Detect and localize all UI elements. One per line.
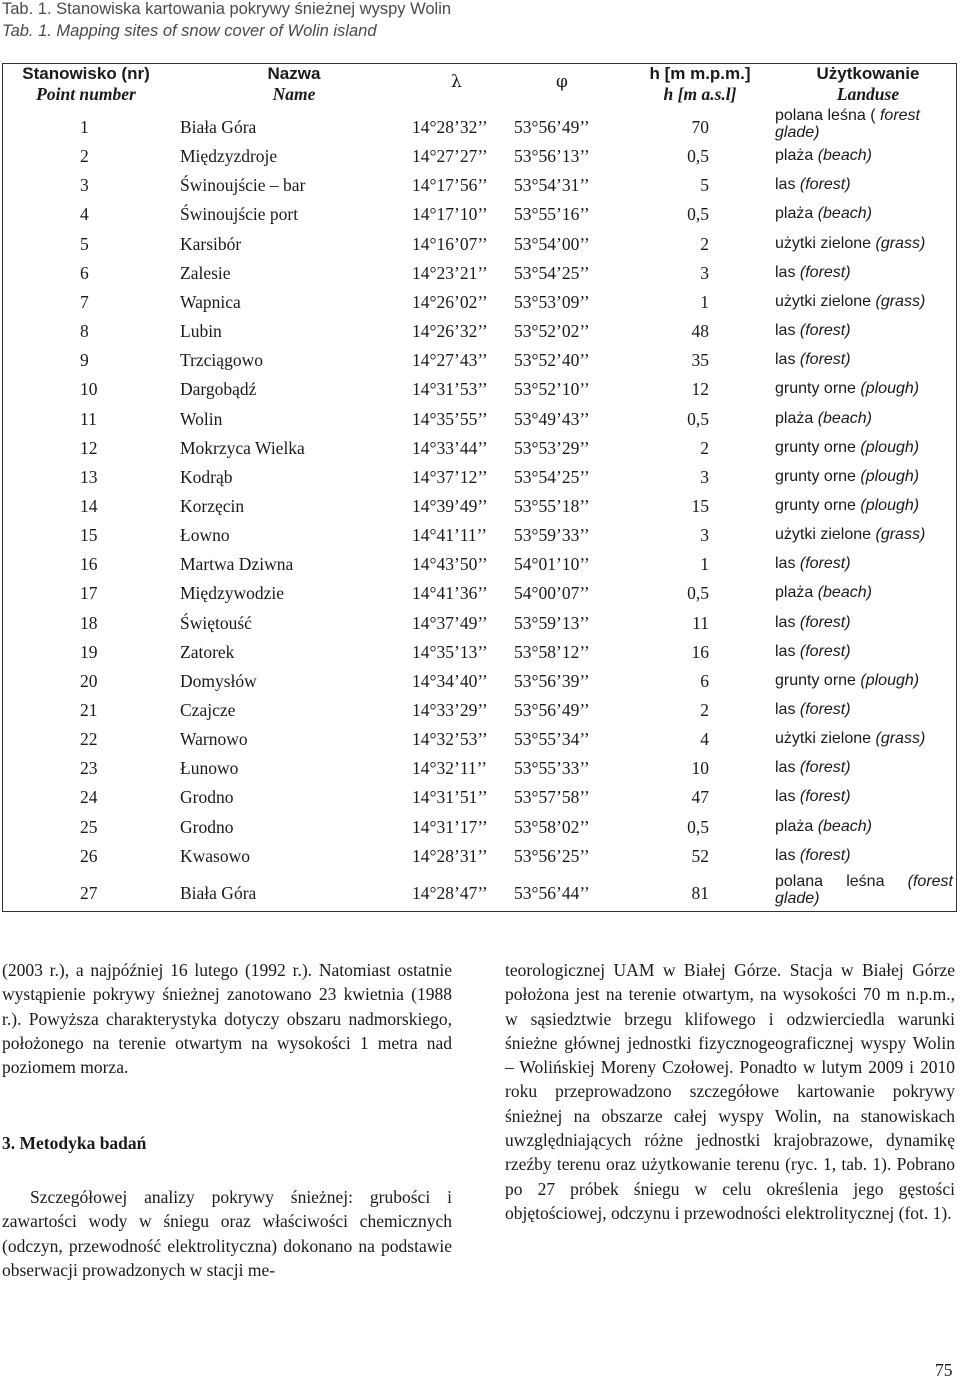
body-left-column xyxy=(2,958,452,1079)
cell-landuse xyxy=(775,554,851,574)
landuse-english: (forest) xyxy=(799,176,851,194)
cell-point-number: 8 xyxy=(80,321,89,342)
landuse-english: (forest) xyxy=(799,846,851,864)
cell-name: Łowno xyxy=(180,525,230,546)
cell-phi: 53°55’18’’ xyxy=(514,495,590,516)
cell-lambda: 14°41’11’’ xyxy=(412,525,488,546)
cell-landuse xyxy=(775,729,925,749)
cell-name: Wolin xyxy=(180,408,223,429)
cell-point-number: 24 xyxy=(80,787,98,808)
cell-height: 5 xyxy=(700,175,709,196)
cell-phi: 53°58’02’’ xyxy=(514,816,590,837)
header-phi: φ xyxy=(556,72,568,92)
table-row xyxy=(3,292,956,314)
cell-lambda: 14°16’07’’ xyxy=(412,233,488,254)
cell-landuse xyxy=(775,321,851,341)
cell-lambda: 14°41’36’’ xyxy=(412,583,488,604)
cell-height: 6 xyxy=(700,670,709,691)
table-caption-english: Tab. 1. Mapping sites of snow cover of Wolin island xyxy=(2,22,377,40)
landuse-polish: plaża xyxy=(775,409,814,427)
cell-lambda: 14°32’53’’ xyxy=(412,729,488,750)
cell-name: Zatorek xyxy=(180,641,235,662)
cell-phi: 54°00’07’’ xyxy=(514,583,590,604)
landuse-polish: użytki zielone xyxy=(775,234,872,252)
cell-name: Świnoujście – bar xyxy=(180,175,306,196)
cell-height: 2 xyxy=(700,700,709,720)
table-row xyxy=(3,467,956,489)
landuse-english: (plough) xyxy=(860,438,920,456)
cell-point-number: 10 xyxy=(80,379,98,400)
landuse-english: (forest) xyxy=(799,788,851,806)
data-table xyxy=(2,63,957,912)
header-station: Stanowisko (nr) Point number xyxy=(22,64,150,104)
cell-landuse xyxy=(775,758,851,778)
landuse-english: (plough) xyxy=(860,671,920,689)
cell-landuse xyxy=(775,613,851,633)
cell-phi: 53°54’25’’ xyxy=(514,262,590,283)
landuse-polish: las xyxy=(775,351,796,369)
table-row xyxy=(3,496,956,518)
cell-landuse xyxy=(775,467,919,487)
cell-point-number: 9 xyxy=(80,350,89,371)
cell-name: Karsibór xyxy=(180,233,242,254)
table-row xyxy=(3,787,956,809)
cell-lambda: 14°31’17’’ xyxy=(412,816,488,837)
table-row xyxy=(3,409,956,431)
cell-height: 81 xyxy=(691,882,709,903)
landuse-polish: użytki zielone xyxy=(775,526,872,544)
cell-landuse xyxy=(775,175,851,195)
cell-name: Grodno xyxy=(180,816,234,837)
cell-landuse xyxy=(775,817,872,837)
landuse-polish: polana leśna ( xyxy=(775,107,876,124)
cell-point-number: 7 xyxy=(80,291,89,312)
landuse-polish: grunty orne xyxy=(775,496,856,514)
cell-landuse xyxy=(775,234,925,254)
cell-name: Korzęcin xyxy=(180,495,245,516)
table-row xyxy=(3,872,956,907)
landuse-polish: las xyxy=(775,846,796,864)
landuse-english: (plough) xyxy=(860,496,920,514)
landuse-english: (plough) xyxy=(860,380,920,398)
cell-point-number: 27 xyxy=(80,882,98,903)
cell-name: Wapnica xyxy=(180,291,241,312)
cell-point-number: 5 xyxy=(80,233,89,254)
landuse-english: (forest) xyxy=(799,351,851,369)
table-row xyxy=(3,554,956,576)
cell-landuse xyxy=(775,642,851,662)
landuse-english: forest glade) xyxy=(775,107,920,141)
cell-point-number: 11 xyxy=(80,408,97,429)
cell-lambda: 14°39’49’’ xyxy=(412,495,488,516)
cell-phi: 53°54’00’’ xyxy=(514,233,590,254)
landuse-polish: las xyxy=(775,263,796,281)
landuse-english: (forest) xyxy=(799,613,851,631)
cell-height: 3 xyxy=(700,525,709,546)
landuse-polish: las xyxy=(775,759,796,777)
cell-height: 10 xyxy=(691,758,709,779)
cell-height: 2 xyxy=(700,437,709,458)
cell-point-number: 25 xyxy=(80,816,98,837)
cell-name: Świętouść xyxy=(180,612,252,633)
landuse-polish: plaża xyxy=(775,205,814,223)
landuse-english: (beach) xyxy=(817,409,872,427)
landuse-polish: las xyxy=(775,701,796,718)
table-row xyxy=(3,234,956,256)
body-paragraph: (2003 r.), a najpóźniej 16 lutego (1992 r.). Natomiast ostatnie wystąpienie pokrywy śnieżnej zanotowano 23 kwietnia (1988 r.). Powyższa charakterystyka dotyczy obszaru nadmorskiego, położonego na terenie otwartym na wysokości 1 metra nad poziomem morza. xyxy=(2,960,452,1078)
cell-phi: 53°59’33’’ xyxy=(514,525,590,546)
cell-height: 0,5 xyxy=(687,408,709,429)
cell-height: 2 xyxy=(700,233,709,254)
landuse-english: (grass) xyxy=(875,292,926,310)
cell-landuse xyxy=(775,700,851,720)
cell-phi: 53°53’29’’ xyxy=(514,437,590,458)
landuse-polish: grunty orne xyxy=(775,438,856,456)
cell-name: Międzyzdroje xyxy=(180,146,278,167)
table-row xyxy=(3,613,956,635)
cell-phi: 54°01’10’’ xyxy=(514,554,590,575)
header-lambda: λ xyxy=(451,72,462,92)
cell-lambda: 14°32’11’’ xyxy=(412,758,488,779)
cell-point-number: 14 xyxy=(80,495,98,516)
table-row xyxy=(3,846,956,868)
cell-phi: 53°54’25’’ xyxy=(514,466,590,487)
cell-landuse xyxy=(775,350,851,370)
cell-landuse xyxy=(775,146,872,166)
cell-name: Mokrzyca Wielka xyxy=(180,437,305,458)
cell-height: 1 xyxy=(700,291,709,312)
table-row xyxy=(3,146,956,168)
cell-height: 16 xyxy=(691,641,709,662)
cell-name: Biała Góra xyxy=(180,882,257,903)
cell-point-number: 20 xyxy=(80,670,98,691)
table-row xyxy=(3,729,956,751)
cell-point-number: 18 xyxy=(80,612,98,633)
cell-height: 35 xyxy=(691,350,709,371)
landuse-english: (grass) xyxy=(875,234,926,252)
cell-name: Grodno xyxy=(180,787,234,808)
cell-phi: 53°56’44’’ xyxy=(514,882,590,903)
cell-phi: 53°58’12’’ xyxy=(514,641,590,662)
cell-name: Biała Góra xyxy=(180,117,257,137)
table-row xyxy=(3,700,956,722)
cell-lambda: 14°28’31’’ xyxy=(412,845,488,866)
cell-name: Warnowo xyxy=(180,729,248,750)
body-right-column xyxy=(505,958,955,1225)
cell-height: 1 xyxy=(700,554,709,575)
cell-point-number: 17 xyxy=(80,583,98,604)
cell-height: 3 xyxy=(700,466,709,487)
body-paragraph: Szczegółowej analizy pokrywy śnieżnej: grubości i zawartości wody w śniegu oraz właściwości chemicznych (odczyn, przewodność elektrolityczna) dokonano na podstawie obserwacji prowadzonych w stacji me- xyxy=(2,1187,452,1280)
cell-name: Czajcze xyxy=(180,700,236,720)
landuse-polish: las xyxy=(775,642,796,660)
landuse-english: (beach) xyxy=(817,817,872,835)
cell-height: 11 xyxy=(692,612,709,633)
cell-name: Trzciągowo xyxy=(180,350,263,371)
cell-lambda: 14°34’40’’ xyxy=(412,670,488,691)
cell-height: 0,5 xyxy=(687,583,709,604)
table-row xyxy=(3,350,956,372)
cell-name: Kodrąb xyxy=(180,466,233,487)
cell-lambda: 14°26’32’’ xyxy=(412,321,488,342)
cell-lambda: 14°31’53’’ xyxy=(412,379,488,400)
cell-phi: 53°55’16’’ xyxy=(514,204,590,225)
cell-landuse xyxy=(775,107,953,141)
cell-point-number: 16 xyxy=(80,554,98,575)
cell-phi: 53°56’49’’ xyxy=(514,700,590,720)
table-row xyxy=(3,204,956,226)
cell-phi: 53°52’40’’ xyxy=(514,350,590,371)
cell-landuse xyxy=(775,787,851,807)
landuse-polish: użytki zielone xyxy=(775,292,872,310)
cell-lambda: 14°35’13’’ xyxy=(412,641,488,662)
cell-name: Lubin xyxy=(180,321,222,342)
cell-landuse xyxy=(775,525,925,545)
cell-landuse xyxy=(775,846,851,866)
body-paragraph: teorologicznej UAM w Białej Górze. Stacja w Białej Górze położona jest na terenie otwartym, na wysokości 70 m n.p.m., w sąsiedztwie brzegu klifowego i odzwierciedla warunki śnieżne głównej jednostki fizycznogeograficznej wyspy Wolin – Wolińskiej Moreny Czołowej. Ponadto w lutym 2009 i 2010 roku przeprowadzono szczegółowe kartowanie pokrywy śnieżnej na obszarze całej wyspy Wolin, na stanowiskach uwzględniających różne jednostki krajobrazowe, dynamikę rzeźby terenu oraz użytkowanie terenu (ryc. 1, tab. 1). Pobrano po 27 próbek śniegu w celu określenia jego gęstości objętościowej, odczynu i przewodności elektrolitycznej (fot. 1). xyxy=(505,960,955,1223)
cell-height: 15 xyxy=(691,495,709,516)
cell-height: 70 xyxy=(691,117,709,137)
landuse-polish: grunty orne xyxy=(775,467,856,485)
landuse-polish: las xyxy=(775,322,796,340)
table-row xyxy=(3,817,956,839)
cell-point-number: 3 xyxy=(80,175,89,196)
table-row xyxy=(3,583,956,605)
cell-landuse xyxy=(775,583,872,603)
landuse-english: (beach) xyxy=(817,205,872,223)
cell-lambda: 14°35’55’’ xyxy=(412,408,488,429)
cell-lambda: 14°33’29’’ xyxy=(412,700,488,720)
landuse-english: (forest glade) xyxy=(775,872,953,907)
cell-phi: 53°54’31’’ xyxy=(514,175,590,196)
cell-height: 0,5 xyxy=(687,816,709,837)
cell-lambda: 14°43’50’’ xyxy=(412,554,488,575)
cell-point-number: 21 xyxy=(80,700,98,720)
cell-phi: 53°57’58’’ xyxy=(514,787,590,808)
cell-phi: 53°52’02’’ xyxy=(514,321,590,342)
landuse-polish: polana leśna xyxy=(775,872,885,890)
cell-point-number: 19 xyxy=(80,641,98,662)
cell-lambda: 14°23’21’’ xyxy=(412,262,488,283)
cell-lambda: 14°28’32’’ xyxy=(412,117,488,137)
table-row xyxy=(3,107,956,141)
landuse-english: (grass) xyxy=(875,526,926,544)
cell-point-number: 13 xyxy=(80,466,98,487)
cell-point-number: 22 xyxy=(80,729,98,750)
cell-point-number: 2 xyxy=(80,146,89,167)
page-number: 75 xyxy=(935,1360,953,1380)
landuse-polish: grunty orne xyxy=(775,671,856,689)
cell-phi: 53°55’33’’ xyxy=(514,758,590,779)
cell-name: Międzywodzie xyxy=(180,583,284,604)
cell-lambda: 14°27’43’’ xyxy=(412,350,488,371)
cell-point-number: 23 xyxy=(80,758,98,779)
cell-height: 0,5 xyxy=(687,146,709,167)
cell-lambda: 14°37’12’’ xyxy=(412,466,488,487)
cell-phi: 53°56’25’’ xyxy=(514,845,590,866)
cell-name: Zalesie xyxy=(180,262,231,283)
cell-height: 12 xyxy=(691,379,709,400)
landuse-polish: las xyxy=(775,176,796,194)
cell-lambda: 14°37’49’’ xyxy=(412,612,488,633)
cell-phi: 53°56’13’’ xyxy=(514,146,590,167)
landuse-english: (beach) xyxy=(817,584,872,602)
cell-height: 47 xyxy=(691,787,709,808)
cell-lambda: 14°26’02’’ xyxy=(412,291,488,312)
body-left-column-lower xyxy=(2,1185,452,1282)
cell-height: 52 xyxy=(691,845,709,866)
cell-point-number: 4 xyxy=(80,204,89,225)
cell-landuse xyxy=(775,204,872,224)
landuse-english: (forest) xyxy=(799,322,851,340)
cell-landuse xyxy=(775,671,919,691)
header-name: Nazwa Name xyxy=(267,64,321,104)
cell-landuse xyxy=(775,496,919,516)
cell-phi: 53°56’49’’ xyxy=(514,117,590,137)
table-row xyxy=(3,175,956,197)
landuse-polish: plaża xyxy=(775,147,814,165)
landuse-polish: las xyxy=(775,613,796,631)
cell-point-number: 12 xyxy=(80,437,98,458)
table-row xyxy=(3,671,956,693)
table-row xyxy=(3,379,956,401)
cell-name: Świnoujście port xyxy=(180,204,299,225)
cell-name: Dargobądź xyxy=(180,379,257,400)
cell-landuse xyxy=(775,263,851,283)
cell-landuse xyxy=(775,292,925,312)
cell-lambda: 14°28’47’’ xyxy=(412,882,488,903)
cell-height: 48 xyxy=(691,321,709,342)
cell-height: 3 xyxy=(700,262,709,283)
cell-lambda: 14°33’44’’ xyxy=(412,437,488,458)
cell-phi: 53°52’10’’ xyxy=(514,379,590,400)
cell-lambda: 14°31’51’’ xyxy=(412,787,488,808)
cell-point-number: 1 xyxy=(80,117,89,137)
landuse-english: (beach) xyxy=(817,147,872,165)
cell-height: 0,5 xyxy=(687,204,709,225)
landuse-english: (plough) xyxy=(860,467,920,485)
landuse-polish: użytki zielone xyxy=(775,730,872,748)
landuse-english: (forest) xyxy=(799,642,851,660)
landuse-polish: plaża xyxy=(775,584,814,602)
landuse-english: (forest) xyxy=(799,701,851,718)
cell-height: 4 xyxy=(700,729,709,750)
landuse-polish: grunty orne xyxy=(775,380,856,398)
cell-landuse xyxy=(775,379,919,399)
cell-point-number: 15 xyxy=(80,525,98,546)
cell-lambda: 14°17’56’’ xyxy=(412,175,488,196)
cell-lambda: 14°17’10’’ xyxy=(412,204,488,225)
cell-phi: 53°56’39’’ xyxy=(514,670,590,691)
table-caption-polish: Tab. 1. Stanowiska kartowania pokrywy śnieżnej wyspy Wolin xyxy=(2,0,452,18)
cell-phi: 53°59’13’’ xyxy=(514,612,590,633)
cell-landuse xyxy=(775,438,919,458)
cell-landuse xyxy=(775,409,872,429)
landuse-english: (grass) xyxy=(875,730,926,748)
header-height: h [m m.p.m.] h [m a.s.l] xyxy=(649,64,751,104)
cell-lambda: 14°27’27’’ xyxy=(412,146,488,167)
section-heading: 3. Metodyka badań xyxy=(2,1133,147,1153)
landuse-english: (forest) xyxy=(799,555,851,573)
cell-point-number: 6 xyxy=(80,262,89,283)
table-row xyxy=(3,321,956,343)
cell-landuse xyxy=(775,873,953,907)
landuse-polish: las xyxy=(775,555,796,573)
cell-phi: 53°53’09’’ xyxy=(514,291,590,312)
cell-name: Domysłów xyxy=(180,670,257,691)
table-row xyxy=(3,525,956,547)
cell-phi: 53°55’34’’ xyxy=(514,729,590,750)
landuse-polish: plaża xyxy=(775,817,814,835)
cell-phi: 53°49’43’’ xyxy=(514,408,590,429)
table-row xyxy=(3,438,956,460)
table-row xyxy=(3,263,956,285)
cell-name: Łunowo xyxy=(180,758,239,779)
table-row xyxy=(3,642,956,664)
landuse-english: (forest) xyxy=(799,759,851,777)
table-row xyxy=(3,758,956,780)
cell-name: Kwasowo xyxy=(180,845,250,866)
landuse-polish: las xyxy=(775,788,796,806)
cell-point-number: 26 xyxy=(80,845,98,866)
header-landuse: Użytkowanie Landuse xyxy=(816,64,920,104)
landuse-english: (forest) xyxy=(799,263,851,281)
cell-name: Martwa Dziwna xyxy=(180,554,294,575)
